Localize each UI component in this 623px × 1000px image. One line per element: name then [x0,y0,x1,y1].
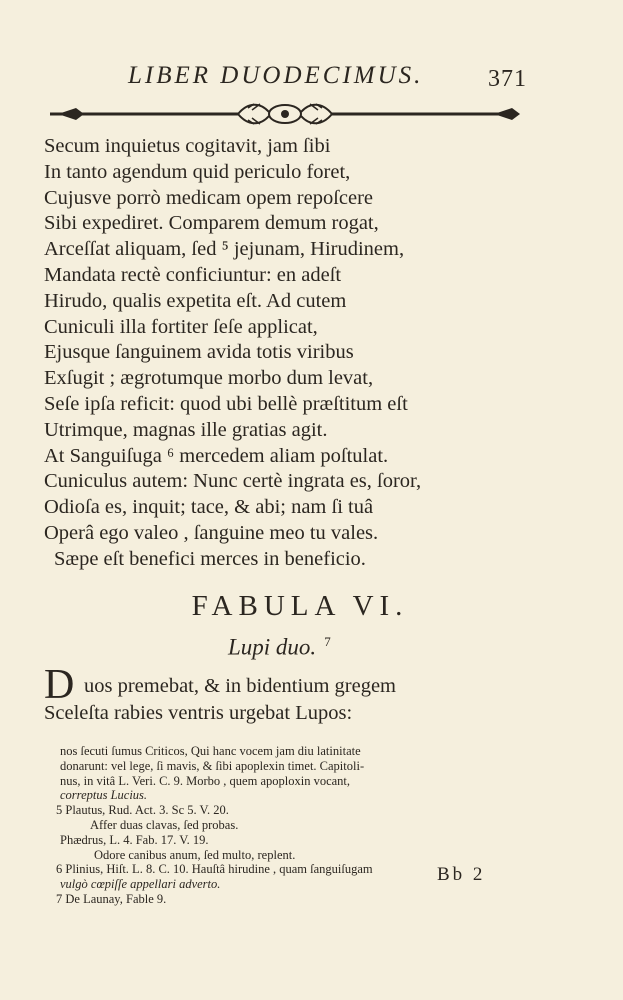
verse-line: In tanto agendum quid periculo foret, [44,160,351,183]
verse-line: Cuniculus autem: Nunc certè ingrata es, ſoror, [44,470,422,493]
verse-line: At Sanguiſuga ⁶ mercedem aliam poſtulat. [44,444,389,467]
footnote-line: Phædrus, L. 4. Fab. 17. V. 19. [60,832,209,847]
verse-line: Cuniculi illa fortiter ſeſe applicat, [44,315,318,338]
footnote-line: correptus Lucius. [60,788,148,803]
verse-line: Mandata rectè conficiuntur: en adeſt [44,263,342,286]
fable-verse-line: Sceleſta rabies ventris urgebat Lupos: [44,702,353,724]
footnote-line: Odore canibus anum, ſed multo, replent. [94,847,296,862]
running-head: LIBER DUODECIMUS. [128,62,424,89]
verse-line: Secum inquietus cogitavit, jam ſibi [44,135,331,157]
footnote-line: 5 Plautus, Rud. Act. 3. Sc 5. V. 20. [56,803,229,818]
verse-line: Exſugit ; ægrotumque morbo dum levat, [44,367,374,390]
verse-line: Cujusve porrò medicam opem repoſcere [44,186,374,209]
footnote-line: nos ſecuti ſumus Criticos, Qui hanc vocem jam diu latinitate [60,744,361,758]
fable-verse-block [44,673,396,727]
drop-cap-letter: D [44,662,75,708]
footnote-line: nus, in vitâ L. Veri. C. 9. Morbo , quem apoploxin vocant, [60,773,351,788]
footnote-line: 7 De Launay, Fable 9. [56,891,167,906]
footnote-line: Affer duas clavas, ſed probas. [90,817,239,832]
fable-verse-line: uos premebat, & in bidentium gregem [84,675,396,697]
footnote-line: vulgò cœpiſſe appellari adverto. [60,877,221,892]
verse-line-moral: Sæpe eſt benefici merces in beneficio. [54,547,366,570]
page-number: 371 [488,66,527,92]
verse-line: Ejusque ſanguinem avida totis viribus [44,341,354,364]
decorative-rule-ornament [48,100,522,128]
fable-subtitle [228,634,331,661]
verse-line: Sibi expediret. Comparem demum rogat, [44,212,379,235]
footnote-marker: 7 [324,634,331,649]
verse-block [44,134,421,573]
verse-line: Odioſa es, inquit; tace, & abi; nam ſi tuâ [44,496,374,519]
footnote-line: donarunt: vel lege, ſi mavis, & ſibi apoplexin timet. Capitoli- [60,758,365,773]
verse-line: Operâ ego valeo , ſanguine meo tu vales. [44,521,379,544]
footnote-line: 6 Plinius, Hiſt. L. 8. C. 10. Hauſtâ hirudine , quam ſanguiſugam [56,862,373,877]
fable-title: FABULA VI. [191,590,409,622]
fable-subtitle-text: Lupi duo. [228,634,317,660]
verse-line: Seſe ipſa reficit: quod ubi bellè præſtitum eſt [44,392,408,415]
verse-line: Arceſſat aliquam, ſed ⁵ jejunam, Hirudinem, [44,238,405,261]
verse-line: Hirudo, qualis expetita eſt. Ad cutem [44,289,347,312]
signature-mark: Bb 2 [437,864,486,885]
verse-line: Utrimque, magnas ille gratias agit. [44,418,328,441]
